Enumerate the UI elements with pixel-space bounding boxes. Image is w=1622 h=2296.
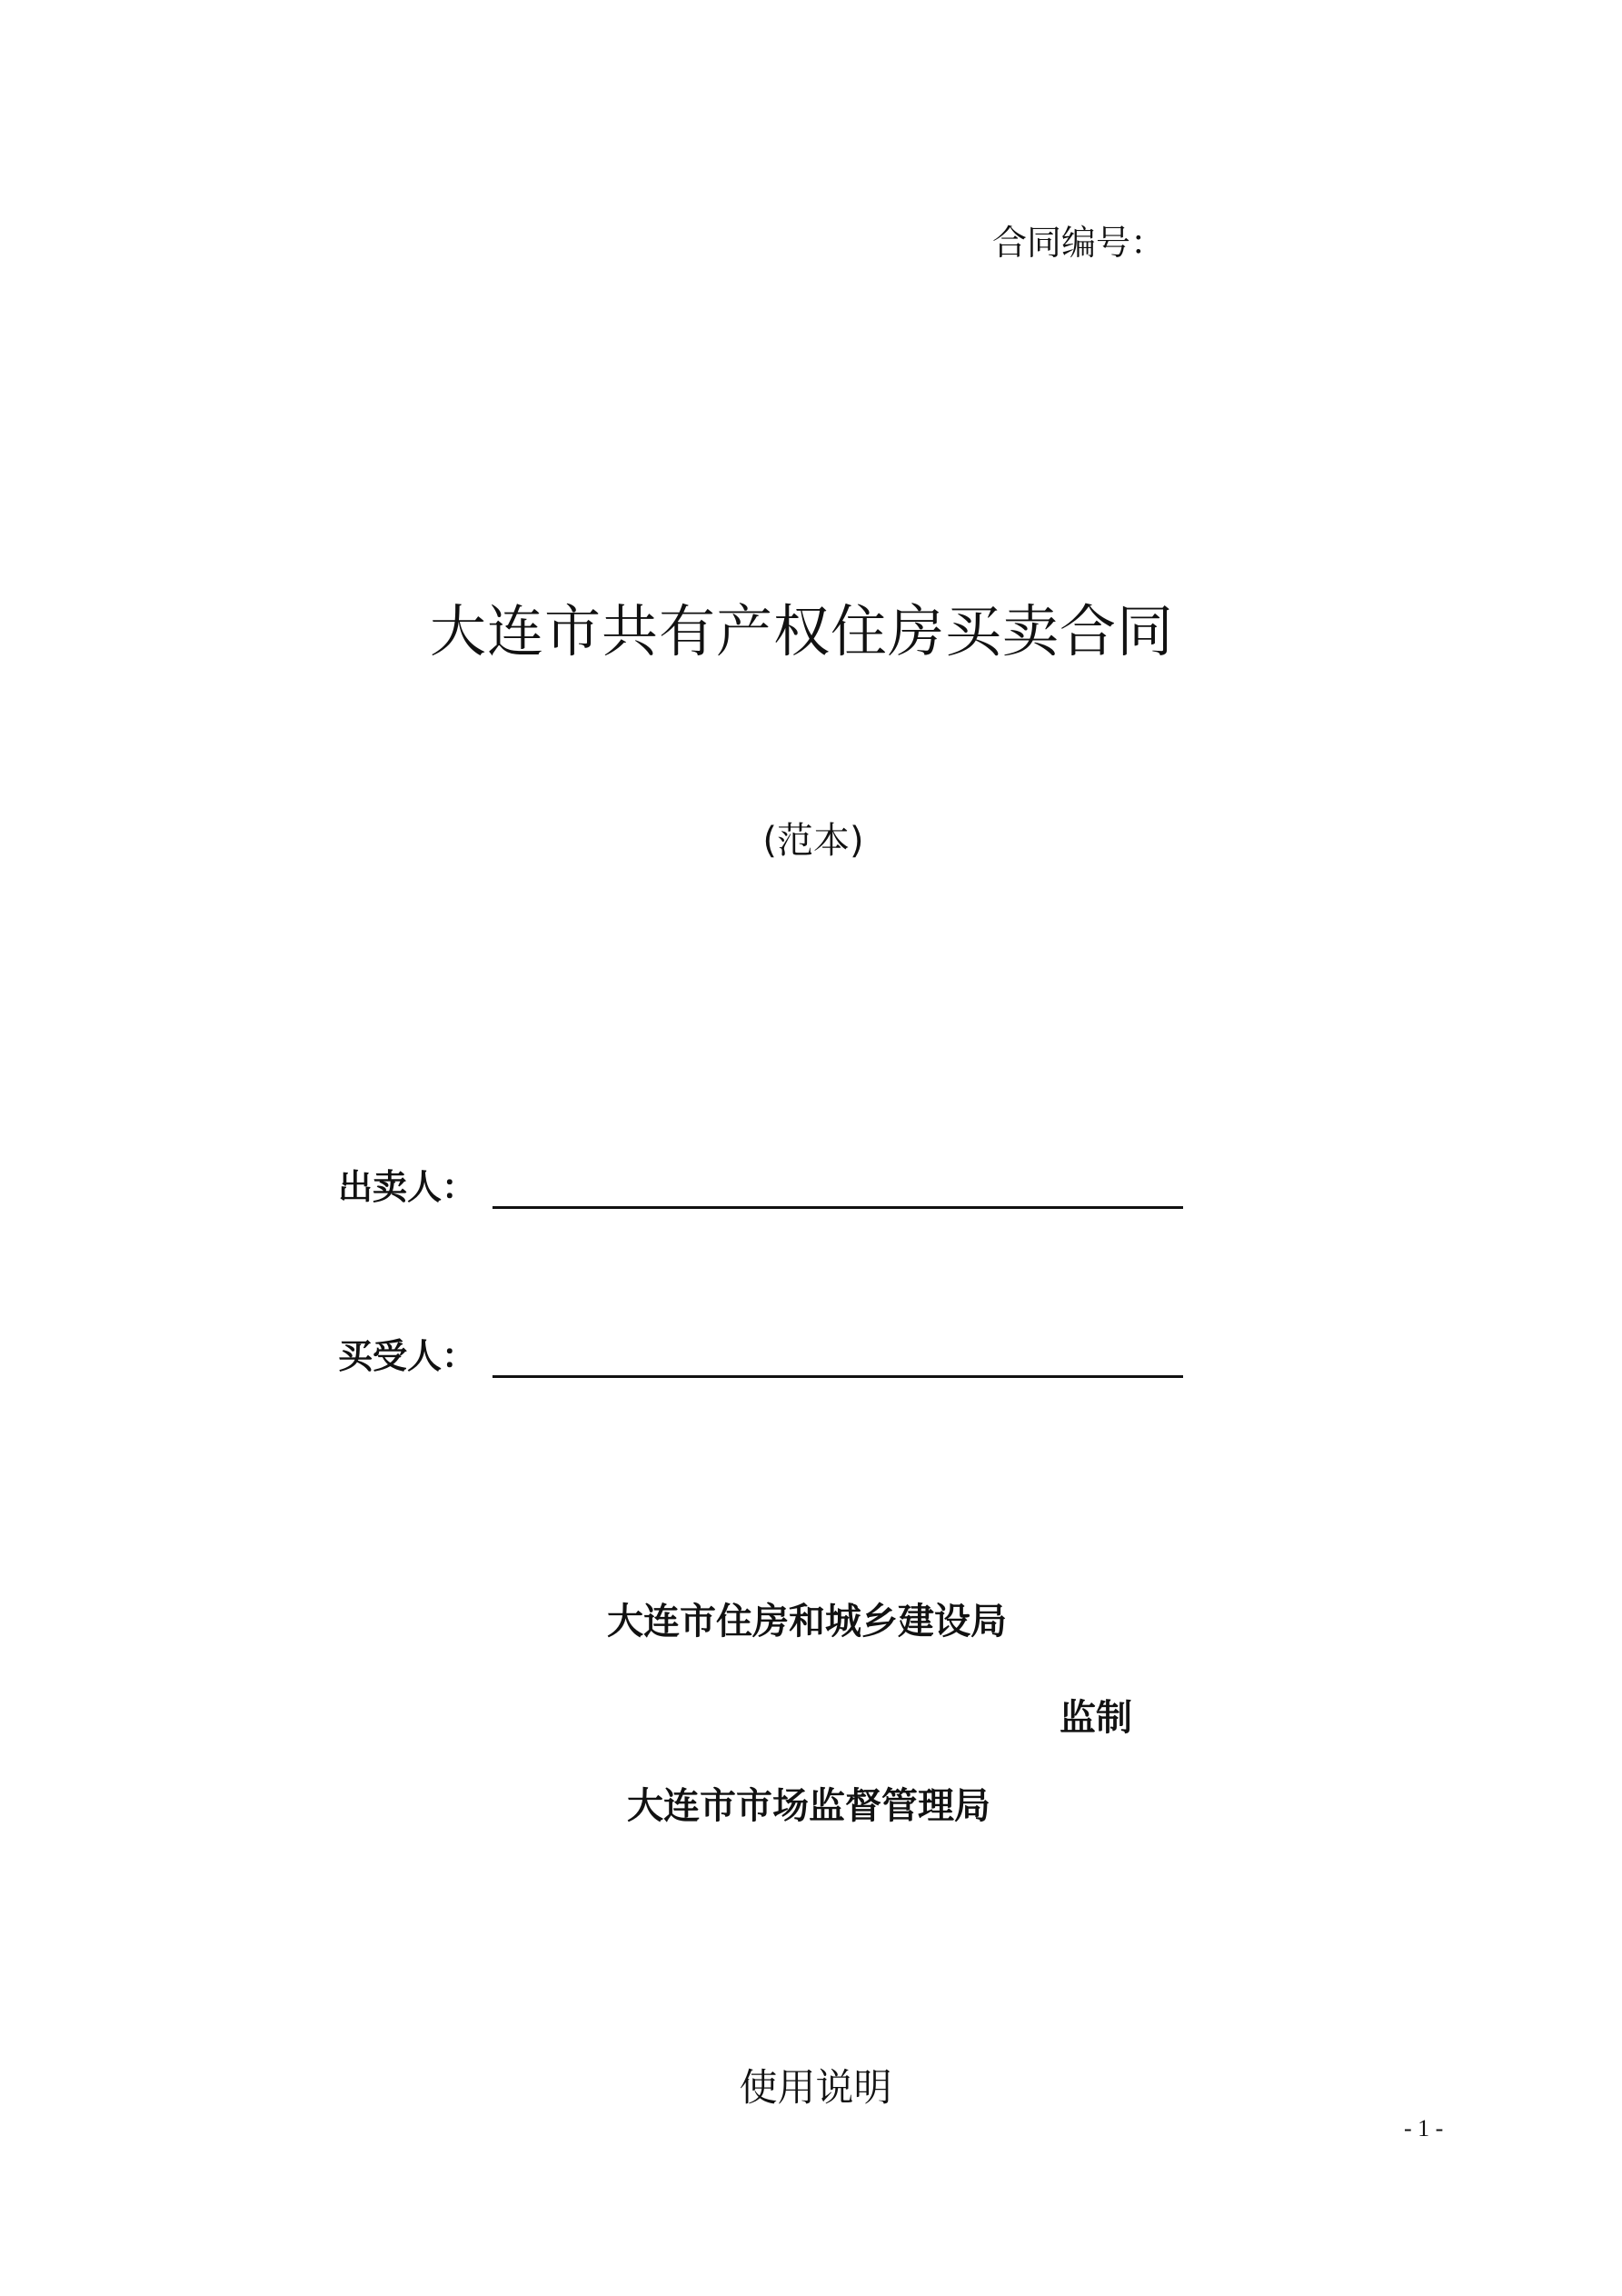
buyer-label: 买受人： <box>338 1336 477 1376</box>
document-subtitle: (范本) <box>762 820 864 862</box>
seller-blank-line <box>493 1166 1183 1209</box>
supervision-label: 监制 <box>1060 1697 1132 1739</box>
seller-label: 出卖人： <box>338 1167 477 1207</box>
buyer-blank-line <box>493 1335 1183 1378</box>
contract-number-label: 合同编号： <box>992 223 1166 263</box>
issuer-market-bureau: 大连市市场监督管理局 <box>627 1785 990 1827</box>
document-title: 大连市共有产权住房买卖合同 <box>429 598 1174 664</box>
buyer-row <box>338 1323 1183 1378</box>
page-number: - 1 - <box>1404 2115 1444 2141</box>
seller-row <box>338 1154 1183 1209</box>
issuer-housing-bureau: 大连市住房和城乡建设局 <box>607 1601 1007 1642</box>
usage-heading: 使用说明 <box>739 2065 892 2110</box>
